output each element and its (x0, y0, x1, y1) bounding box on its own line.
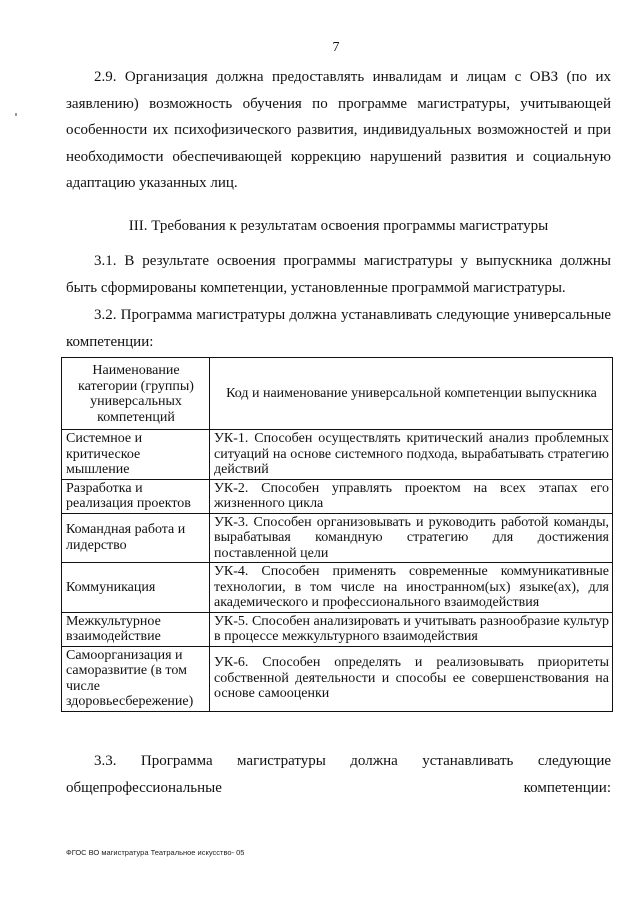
category-cell: Межкультурное взаимодействие (62, 612, 210, 646)
competence-cell: УК-4. Способен применять современные коммуникативные технологии, в том числе на иностранном(ых) языке(ах), для академического и профессионального взаимодействия (210, 563, 613, 613)
paragraph-3-3: 3.3. Программа магистратуры должна устанавливать следующие общепрофессиональные компетенции: (66, 753, 611, 796)
category-cell: Самоорганизация и саморазвитие (в том числе здоровьесбережение) (62, 646, 210, 711)
universal-competences-table (61, 357, 613, 712)
footer-text: ФГОС ВО магистратура Театральное искусство- 05 (66, 848, 245, 857)
table-row (62, 430, 613, 480)
paragraph-2-9: 2.9. Организация должна предоставлять инвалидам и лицам с ОВЗ (по их заявлению) возможность обучения по программе магистратуры, учитывающей особенности их психофизического развития, индивидуальных возможностей и при необходимости обеспечивающей коррекцию нарушений развития и социальную адаптацию указанных лиц. (66, 69, 611, 191)
competence-cell: УК-1. Способен осуществлять критический анализ проблемных ситуаций на основе системного подхода, вырабатывать стратегию действий (210, 430, 613, 480)
paragraph-3-1: 3.1. В результате освоения программы магистратуры у выпускника должны быть сформированы компетенции, установленные программой магистратуры. (66, 253, 611, 296)
header-competence: Код и наименование универсальной компетенции выпускника (210, 358, 613, 430)
header-category: Наименование категории (группы) универсальных компетенций (62, 358, 210, 430)
table-row (62, 513, 613, 563)
section-heading: III. Требования к результатам освоения программы магистратуры (128, 218, 549, 234)
category-cell: Командная работа и лидерство (62, 513, 210, 563)
table-row (62, 612, 613, 646)
table-header-row (62, 358, 613, 430)
paragraph-3-2: 3.2. Программа магистратуры должна устанавливать следующие универсальные компетенции: (66, 307, 611, 350)
table-row (62, 646, 613, 711)
competence-cell: УК-5. Способен анализировать и учитывать разнообразие культур в процессе межкультурного взаимодействия (210, 612, 613, 646)
page-number: 7 (332, 40, 340, 55)
category-cell: Разработка и реализация проектов (62, 479, 210, 513)
competence-cell: УК-6. Способен определять и реализовывать приоритеты собственной деятельности и способы ее совершенствования на основе самооценки (210, 646, 613, 711)
competence-cell: УК-2. Способен управлять проектом на всех этапах его жизненного цикла (210, 479, 613, 513)
category-cell: Системное и критическое мышление (62, 430, 210, 480)
competence-cell: УК-3. Способен организовывать и руководить работой команды, вырабатывая командную стратегию для достижения поставленной цели (210, 513, 613, 563)
category-cell: Коммуникация (62, 563, 210, 613)
table-row (62, 479, 613, 513)
table-row (62, 563, 613, 613)
scan-mark (15, 113, 17, 116)
